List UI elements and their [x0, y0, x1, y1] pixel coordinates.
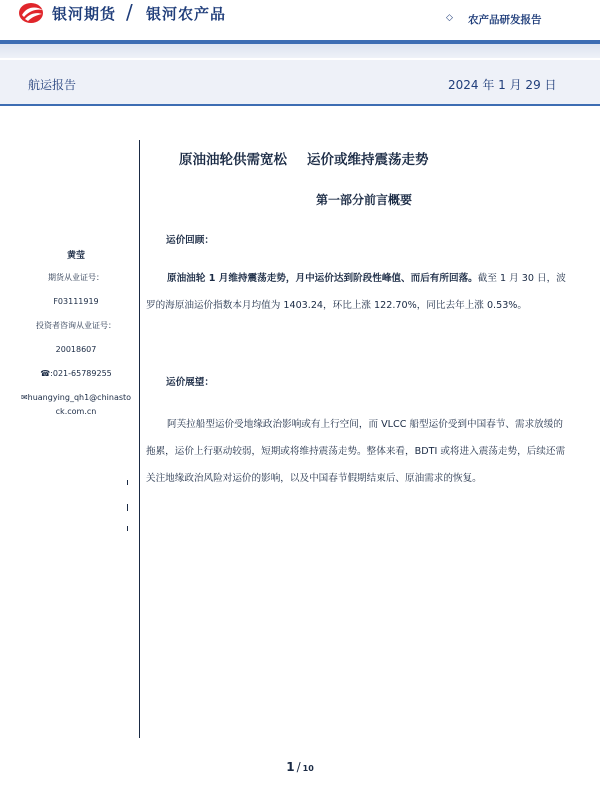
- outlook-detail: 阿芙拉船型运价受地缘政治影响或有上行空间，而 VLCC 船型运价受到中国春节、需求放缓的拖累，运价上行驱动较弱，短期或将维持震荡走势。整体来看，BDTI 或将进入震荡走势，后续还需关注地缘政治风险对运价的影响，以及中国春节假期结束后、原油需求的恢复。: [146, 419, 566, 484]
- review-summary: 原油油轮 1 月维持震荡走势，月中运价达到阶段性峰值、而后有所回落。: [167, 273, 478, 284]
- review-detail: 截至 1 月 30 日，波罗的海原油运价指数本月均值为 1403.24，环比上涨 122.70%，同比去年上涨 0.53%。: [146, 273, 566, 311]
- page-number: [0, 756, 600, 775]
- page-current: 1: [286, 760, 295, 774]
- email-link[interactable]: [20, 391, 132, 419]
- phone-number: ☎:021-65789255: [40, 369, 112, 378]
- advisor-number: 20018607: [55, 345, 97, 354]
- analyst-sidebar: [20, 248, 132, 419]
- report-section: 航运报告: [28, 78, 77, 92]
- report-type: 农产品研发报告: [468, 14, 542, 26]
- diamond-icon: ◇: [446, 13, 453, 23]
- column-divider: [139, 140, 140, 738]
- margin-tick: [127, 480, 128, 485]
- review-label: 运价回顾：: [166, 235, 214, 246]
- report-title: [179, 148, 429, 168]
- email-icon: ✉: [20, 393, 28, 402]
- title-part2: 运价或维持震荡走势: [307, 152, 429, 168]
- email-text: huangying_qh1@chinastock.com.cn: [27, 393, 132, 416]
- outlook-label: 运价展望：: [166, 377, 214, 388]
- page-separator: /: [296, 760, 301, 774]
- page-total: 10: [302, 764, 314, 773]
- banner-rule: [0, 104, 600, 106]
- analyst-name: 黄莹: [66, 251, 85, 261]
- review-paragraph: [146, 265, 571, 319]
- brand-primary: 银河期货: [52, 5, 117, 23]
- section-heading: 第一部分前言概要: [316, 193, 413, 207]
- qualification-number: F03111919: [53, 297, 99, 306]
- report-date: 2024 年 1 月 29 日: [448, 78, 557, 92]
- brand-secondary: 银河农产品: [146, 5, 227, 23]
- margin-tick: [127, 526, 128, 531]
- brand-separator: /: [126, 0, 133, 24]
- advisor-label: 投资者咨询从业证号：: [36, 321, 116, 330]
- qualification-label: 期货从业证号：: [48, 273, 104, 282]
- outlook-paragraph: [146, 411, 571, 492]
- title-part1: 原油油轮供需宽松: [179, 152, 287, 168]
- header-band: [0, 44, 600, 58]
- galaxy-logo-icon: [18, 2, 46, 24]
- margin-tick: [127, 504, 128, 511]
